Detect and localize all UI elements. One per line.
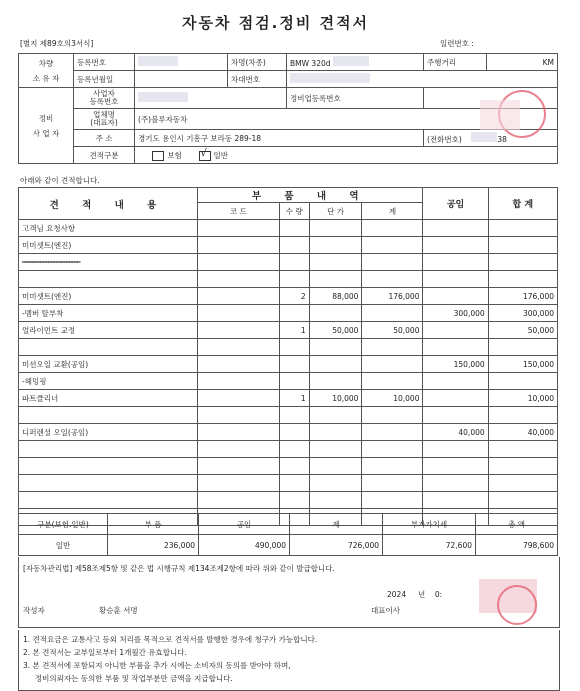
summary-vat: 72,600 <box>383 535 476 556</box>
row-item <box>19 271 198 288</box>
ceo-seal <box>497 585 537 625</box>
row-total <box>488 254 557 271</box>
row-labor <box>423 220 488 237</box>
row-qty <box>279 305 309 322</box>
row-total: 50,000 <box>488 322 557 339</box>
document-title: 자동차 점검.정비 견적서 <box>182 14 370 32</box>
type-options: 보험 √ 일반 <box>135 147 558 164</box>
law-text: [자동차관리법] 제58조제5항 및 같은 법 시행규칙 제134조제2항에 따라 위와 같이 발급합니다. <box>23 564 335 573</box>
row-code <box>197 271 279 288</box>
phone-value: (전화번호) 38 <box>424 130 558 147</box>
ceo-label: 대표이사 <box>371 606 400 615</box>
row-labor <box>423 322 488 339</box>
biz-no-label: 사업자 등록번호 <box>74 88 135 109</box>
company-value: (주)블루자동차 <box>135 109 558 130</box>
row-qty <box>279 441 309 458</box>
row-total <box>488 458 557 475</box>
row-labor <box>423 475 488 492</box>
summary-type: 일반 <box>19 535 108 556</box>
row-total <box>488 339 557 356</box>
reg-date-label: 등록년월일 <box>74 71 135 88</box>
row-labor <box>423 339 488 356</box>
reg-date-value <box>135 71 228 88</box>
row-qty <box>279 458 309 475</box>
row-total <box>488 492 557 509</box>
summary-labor-header: 공임 <box>199 514 290 535</box>
redaction <box>333 56 369 66</box>
row-item <box>19 339 198 356</box>
row-code <box>197 373 279 390</box>
table-row <box>19 373 558 390</box>
writer-label: 작성자 <box>23 606 45 615</box>
row-qty <box>279 475 309 492</box>
row-item: 고객님 요청사항 <box>19 220 198 237</box>
row-labor <box>423 390 488 407</box>
row-amount <box>362 441 423 458</box>
row-item: 미션오일 교환(공임) <box>19 356 198 373</box>
row-code <box>197 424 279 441</box>
table-row <box>19 407 558 424</box>
table-row <box>19 271 558 288</box>
row-amount <box>362 356 423 373</box>
row-amount <box>362 458 423 475</box>
vin-value <box>287 71 558 88</box>
row-amount <box>362 271 423 288</box>
row-labor <box>423 492 488 509</box>
row-qty <box>279 492 309 509</box>
row-qty <box>279 373 309 390</box>
row-code <box>197 322 279 339</box>
row-unit <box>309 424 362 441</box>
insurance-checkbox[interactable] <box>152 151 164 161</box>
row-amount <box>362 237 423 254</box>
mileage-value: KM <box>487 54 558 71</box>
summary-sum-header: 계 <box>290 514 383 535</box>
row-labor: 40,000 <box>423 424 488 441</box>
row-amount: 10,000 <box>362 390 423 407</box>
row-unit <box>309 441 362 458</box>
table-row <box>19 441 558 458</box>
row-total <box>488 407 557 424</box>
row-labor <box>423 254 488 271</box>
row-code <box>197 458 279 475</box>
row-item <box>19 407 198 424</box>
table-row <box>19 458 558 475</box>
row-total <box>488 220 557 237</box>
row-amount: 176,000 <box>362 288 423 305</box>
col-code-header: 코 드 <box>197 203 279 220</box>
summary-total-header: 총 액 <box>476 514 558 535</box>
row-total <box>488 475 557 492</box>
row-unit <box>309 407 362 424</box>
redaction <box>138 92 188 102</box>
row-unit: 50,000 <box>309 322 362 339</box>
summary-vat-header: 부가가치세 <box>383 514 476 535</box>
note-1: 1. 견적요금은 교통사고 등외 처리를 목적으로 견적서를 발행한 경우에 청구가 가능합니다. <box>23 635 318 644</box>
summary-type-header: 구분(보험.일반) <box>19 514 108 535</box>
row-qty: 1 <box>279 390 309 407</box>
col-parts-header: 부 품 내 역 <box>197 188 423 203</box>
row-item: 디퍼렌셜 오일(공임) <box>19 424 198 441</box>
row-code <box>197 237 279 254</box>
issue-year: 2024 년 0: <box>387 590 443 599</box>
row-labor <box>423 288 488 305</box>
row-code <box>197 407 279 424</box>
row-qty <box>279 254 309 271</box>
row-labor <box>423 237 488 254</box>
redaction <box>290 73 370 83</box>
row-code <box>197 475 279 492</box>
row-unit <box>309 237 362 254</box>
row-item: 얼라이먼트 교정 <box>19 322 198 339</box>
table-row <box>19 322 558 339</box>
serial-label: 일련번호 : <box>440 39 474 48</box>
reg-no-value <box>135 54 228 71</box>
row-code <box>197 356 279 373</box>
row-total: 176,000 <box>488 288 557 305</box>
intro-text: 아래와 같이 견적합니다. <box>20 176 100 185</box>
row-amount <box>362 492 423 509</box>
row-unit <box>309 339 362 356</box>
row-item: -헤밍핑 <box>19 373 198 390</box>
row-item: -멤버 탈부착 <box>19 305 198 322</box>
row-unit: 88,000 <box>309 288 362 305</box>
reg-no-label: 등록번호 <box>74 54 135 71</box>
row-qty <box>279 220 309 237</box>
row-item <box>19 458 198 475</box>
owner-label: 차량 소 유 자 <box>19 54 74 88</box>
table-row <box>19 475 558 492</box>
table-row <box>19 237 558 254</box>
estimate-table <box>18 187 558 526</box>
car-name-label: 차명(차종) <box>228 54 287 71</box>
row-unit <box>309 492 362 509</box>
table-row <box>19 305 558 322</box>
issue-section <box>18 557 560 628</box>
col-unit-header: 단 가 <box>309 203 362 220</box>
address-label: 주 소 <box>74 130 135 147</box>
row-unit <box>309 254 362 271</box>
summary-labor: 490,000 <box>199 535 290 556</box>
note-4: 정비의뢰자는 동의한 부품 및 작업부분만 금액을 지급합니다. <box>23 674 233 683</box>
row-unit <box>309 475 362 492</box>
table-row <box>19 390 558 407</box>
row-unit <box>309 356 362 373</box>
row-code <box>197 288 279 305</box>
redaction <box>471 132 497 142</box>
row-labor <box>423 441 488 458</box>
row-qty <box>279 237 309 254</box>
redaction <box>138 56 178 66</box>
general-checkbox[interactable]: √ <box>199 151 211 161</box>
type-label: 견적구분 <box>74 147 135 164</box>
row-qty <box>279 356 309 373</box>
row-code <box>197 254 279 271</box>
table-row <box>19 288 558 305</box>
vin-label: 차대번호 <box>228 71 287 88</box>
row-amount <box>362 407 423 424</box>
form-number: [별지 제89호의3서식] <box>20 39 94 48</box>
notes <box>18 630 560 691</box>
row-item: 미미셋트(엔진) <box>19 237 198 254</box>
summary-parts-header: 부 품 <box>108 514 199 535</box>
row-total <box>488 237 557 254</box>
row-amount <box>362 475 423 492</box>
row-amount <box>362 305 423 322</box>
writer-name: 황승훈 서명 <box>99 606 138 615</box>
row-code <box>197 492 279 509</box>
col-qty-header: 수 량 <box>279 203 309 220</box>
info-table <box>18 53 558 164</box>
row-item: ══════════════════════ <box>19 254 198 271</box>
row-item <box>19 441 198 458</box>
shop-label: 정비 사 업 자 <box>19 88 74 164</box>
row-amount <box>362 220 423 237</box>
redaction <box>480 100 520 130</box>
table-row <box>19 424 558 441</box>
row-labor <box>423 373 488 390</box>
row-total <box>488 373 557 390</box>
row-total: 40,000 <box>488 424 557 441</box>
row-amount: 50,000 <box>362 322 423 339</box>
row-unit <box>309 271 362 288</box>
shop-reg-label: 정비업등록번호 <box>287 88 424 109</box>
summary-sum: 726,000 <box>290 535 383 556</box>
summary-table <box>18 513 558 556</box>
row-code <box>197 305 279 322</box>
biz-no-value <box>135 88 287 109</box>
row-code <box>197 220 279 237</box>
note-3: 3. 본 견적서에 포함되지 아니한 부품을 추가 시에는 소비자의 동의를 받아야 하며, <box>23 661 291 670</box>
table-row <box>19 356 558 373</box>
car-name-value: BMW 320d <box>287 54 424 71</box>
row-unit <box>309 220 362 237</box>
row-qty <box>279 271 309 288</box>
company-label: 업체명 (대표자) <box>74 109 135 130</box>
row-unit <box>309 305 362 322</box>
row-qty <box>279 339 309 356</box>
row-labor <box>423 458 488 475</box>
row-total: 150,000 <box>488 356 557 373</box>
row-item <box>19 475 198 492</box>
row-qty <box>279 407 309 424</box>
row-unit <box>309 458 362 475</box>
row-unit <box>309 373 362 390</box>
row-qty: 2 <box>279 288 309 305</box>
row-code <box>197 339 279 356</box>
address-value: 경기도 용인시 기흥구 보라동 289-18 <box>135 130 424 147</box>
table-row <box>19 492 558 509</box>
col-item-header: 견 적 내 용 <box>19 188 198 220</box>
row-item: 미미셋트(엔진) <box>19 288 198 305</box>
row-total <box>488 441 557 458</box>
row-amount <box>362 339 423 356</box>
row-labor: 300,000 <box>423 305 488 322</box>
row-item <box>19 492 198 509</box>
summary-total: 798,600 <box>476 535 558 556</box>
row-total: 300,000 <box>488 305 557 322</box>
row-amount <box>362 254 423 271</box>
row-amount <box>362 373 423 390</box>
col-total-header: 합 계 <box>488 188 557 220</box>
summary-parts: 236,000 <box>108 535 199 556</box>
col-labor-header: 공임 <box>423 188 488 220</box>
table-row <box>19 339 558 356</box>
row-total: 10,000 <box>488 390 557 407</box>
row-qty: 1 <box>279 322 309 339</box>
row-total <box>488 271 557 288</box>
row-code <box>197 441 279 458</box>
col-amount-header: 계 <box>362 203 423 220</box>
table-row <box>19 220 558 237</box>
note-2: 2. 본 견적서는 교부일로부터 1개월간 유효합니다. <box>23 648 187 657</box>
row-amount <box>362 424 423 441</box>
table-row <box>19 254 558 271</box>
row-qty <box>279 424 309 441</box>
row-item: 파트클리너 <box>19 390 198 407</box>
row-code <box>197 390 279 407</box>
row-labor <box>423 271 488 288</box>
row-labor: 150,000 <box>423 356 488 373</box>
row-unit: 10,000 <box>309 390 362 407</box>
mileage-label: 주행거리 <box>424 54 487 71</box>
row-labor <box>423 407 488 424</box>
